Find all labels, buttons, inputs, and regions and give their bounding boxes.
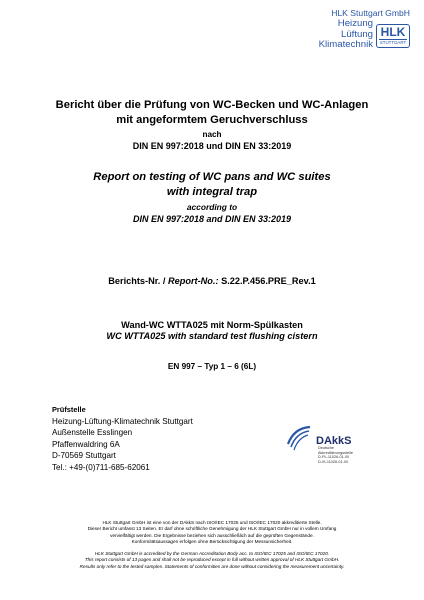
footer-line: HLK Stuttgart GmbH ist eine von der DAkkS nach ISO/IEC 17025 und ISO/IEC 17020 akkreditierte Stelle. bbox=[102, 520, 322, 525]
english-title-line2: with integral trap bbox=[166, 186, 258, 198]
footer-line: This report consists of 13 pages and shall not be reproduced except in full without written approval of HLK Stuttgart GmbH. bbox=[84, 557, 340, 563]
product-type: EN 997 – Typ 1 – 6 (6L) bbox=[167, 362, 257, 371]
product-german: Wand-WC WTTA025 mit Norm-Spülkasten bbox=[121, 320, 303, 330]
german-title bbox=[0, 98, 424, 128]
german-title-line1: Bericht über die Prüfung von WC-Becken und WC-Anlagen bbox=[55, 99, 369, 111]
dakks-line: Deutsche bbox=[318, 446, 335, 450]
german-title-line2: mit angeformtem Geruchverschluss bbox=[116, 114, 308, 126]
logo-word-lueftung: Lüftung bbox=[340, 28, 373, 40]
product-english: WC WTTA025 with standard test flushing cistern bbox=[106, 331, 318, 341]
company-logo bbox=[319, 8, 410, 51]
lab-line: Heizung-Lüftung-Klimatechnik Stuttgart bbox=[52, 416, 193, 426]
dakks-details bbox=[318, 446, 353, 464]
logo-word-heizung: Heizung bbox=[337, 18, 373, 29]
test-laboratory bbox=[52, 404, 193, 474]
footer-english bbox=[34, 551, 390, 570]
footer-line: Dieser Bericht umfasst 13 Seiten. Er darf ohne schriftliche Genehmigung der HLK Stuttgart GmbH nur in vollem Umfang bbox=[87, 526, 337, 532]
lab-line: Pfaffenwaldring 6A bbox=[52, 439, 120, 449]
lab-line: Tel.: +49-(0)711-685-62061 bbox=[52, 462, 150, 472]
lab-line: Außenstelle Esslingen bbox=[52, 428, 133, 438]
dakks-line: D-IS-11026-01-00 bbox=[318, 459, 349, 464]
logo-block bbox=[319, 19, 410, 51]
lab-line: D-70569 Stuttgart bbox=[52, 451, 116, 461]
dakks-line: D-PL-11026-01-00 bbox=[318, 455, 350, 460]
logo-words bbox=[319, 19, 373, 51]
english-title bbox=[0, 170, 424, 200]
report-label-de: Berichts-Nr. / bbox=[108, 276, 168, 286]
report-number bbox=[0, 275, 424, 287]
english-standards: DIN EN 997:2018 and DIN EN 33:2019 bbox=[132, 214, 292, 224]
footer-line: Results only refer to the tested samples. Statements of conformities are done without considering the measurement uncertainty. bbox=[79, 563, 345, 569]
company-name: HLK Stuttgart GmbH bbox=[331, 8, 410, 18]
dakks-line: Akkreditierungsstelle bbox=[318, 450, 354, 455]
footer-german bbox=[34, 520, 390, 546]
logo-word-klimatechnik: Klimatechnik bbox=[318, 39, 373, 51]
hlk-badge-text: HLK bbox=[380, 25, 406, 39]
footer-line: vervielfältigt werden. Die Ergebnisse beziehen sich ausschließlich auf die geprüften Gegenstände. bbox=[110, 532, 314, 538]
german-standards: DIN EN 997:2018 und DIN EN 33:2019 bbox=[132, 141, 292, 151]
hlk-badge-icon bbox=[376, 24, 410, 48]
hlk-badge-subtext: STUTTGART bbox=[379, 40, 407, 45]
dakks-logo-text: DAkkS bbox=[316, 435, 352, 447]
english-title-line1: Report on testing of WC pans and WC suites bbox=[93, 171, 331, 183]
english-according: according to bbox=[186, 202, 238, 212]
german-nach: nach bbox=[202, 130, 222, 139]
footer-line: Konformitätsaussagen erfolgen ohne Berücksichtigung der Messunsicherheit. bbox=[131, 539, 293, 545]
report-label-en: Report-No.: bbox=[168, 276, 219, 286]
report-number-value: S.22.P.456.PRE_Rev.1 bbox=[218, 276, 316, 286]
footer-line: HLK Stuttgart GmbH is accredited by the German Accreditation Body acc. to ISO/IEC 17025 and ISO/IEC 17020. bbox=[94, 551, 330, 556]
lab-label: Prüfstelle bbox=[52, 405, 86, 414]
